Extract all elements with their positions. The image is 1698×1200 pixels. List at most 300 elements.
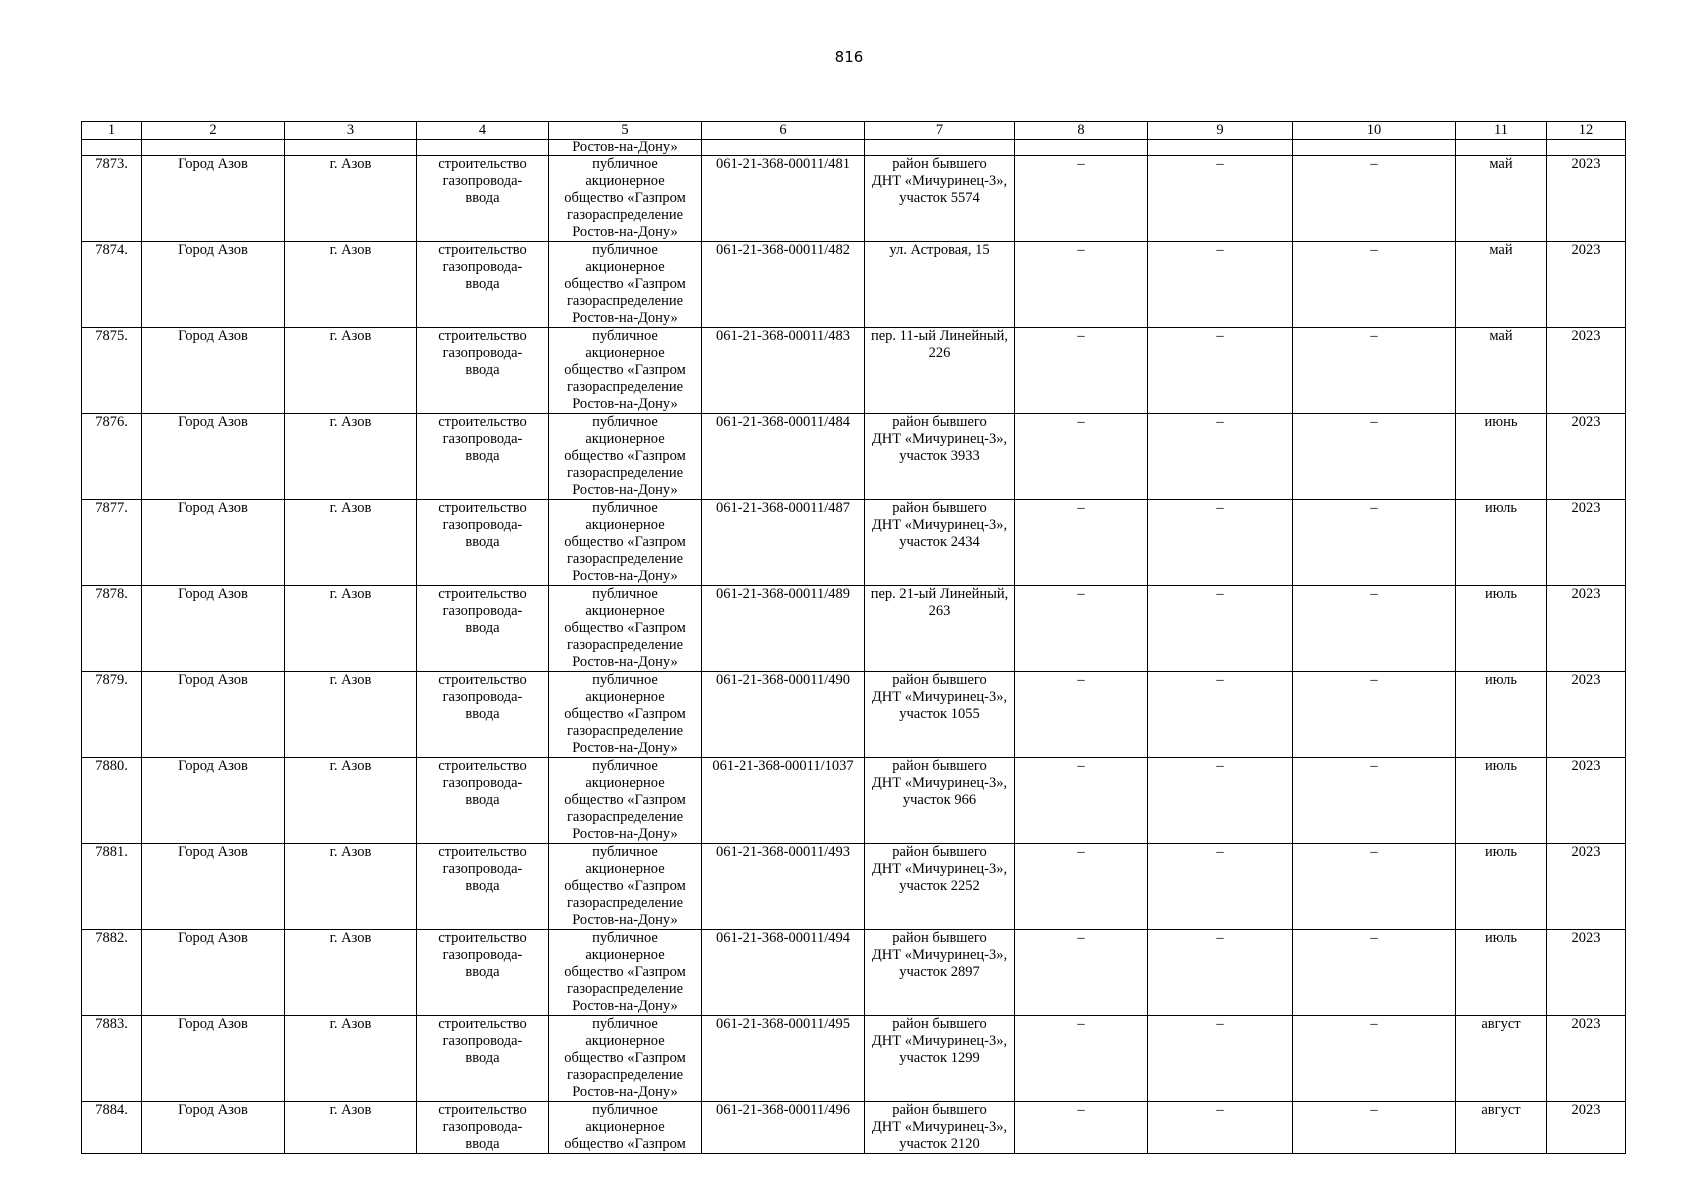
organization-cell-lines: [551, 1102, 699, 1153]
organization-cell-lines: [551, 328, 699, 413]
organization-cell: [549, 844, 702, 930]
column-number-row: [82, 122, 1626, 140]
column-9-cell: –: [1148, 500, 1293, 586]
object-code-cell: 061-21-368-00011/495: [702, 1016, 865, 1102]
organization-cell: [549, 414, 702, 500]
organization-line: газораспределение: [566, 207, 684, 223]
address-cell-lines: [867, 844, 1012, 895]
column-10-cell: –: [1293, 328, 1456, 414]
address-cell-lines: [867, 500, 1012, 551]
address-cell-lines: [867, 672, 1012, 723]
address-line: участок 2120: [899, 1136, 980, 1152]
municipality-cell: Город Азов: [142, 1016, 285, 1102]
year-cell: 2023: [1547, 500, 1626, 586]
column-10-cell: –: [1293, 844, 1456, 930]
address-cell-lines: [867, 1102, 1012, 1153]
organization-line: газораспределение: [566, 637, 684, 653]
work-type-line: ввода: [465, 620, 500, 636]
object-code-cell: 061-21-368-00011/483: [702, 328, 865, 414]
address-line: район бывшего: [892, 1102, 987, 1118]
organization-cell-lines: [551, 156, 699, 241]
year-cell: 2023: [1547, 844, 1626, 930]
address-line: 226: [928, 345, 951, 361]
row-number-cell: 7875.: [82, 328, 142, 414]
year-cell: 2023: [1547, 242, 1626, 328]
address-cell-lines: [867, 242, 1012, 259]
month-cell: июль: [1456, 758, 1547, 844]
work-type-line: газопровода-: [442, 173, 523, 189]
work-type-cell-lines: [419, 1102, 546, 1153]
organization-cell-lines: [551, 758, 699, 843]
organization-line: публичное: [592, 844, 658, 860]
month-cell: июль: [1456, 844, 1547, 930]
address-cell-lines: [867, 586, 1012, 620]
work-type-line: газопровода-: [442, 517, 523, 533]
work-type-line: газопровода-: [442, 775, 523, 791]
organization-line: Ростов-на-Дону»: [572, 740, 678, 756]
table-cell: [702, 140, 865, 156]
organization-cell: [549, 758, 702, 844]
organization-line: общество «Газпром: [564, 534, 686, 550]
organization-line: Ростов-на-Дону»: [572, 568, 678, 584]
organization-line: Ростов-на-Дону»: [572, 826, 678, 842]
year-cell: 2023: [1547, 414, 1626, 500]
organization-line: газораспределение: [566, 895, 684, 911]
address-line: ДНТ «Мичуринец-3»,: [871, 947, 1008, 963]
object-code-cell: 061-21-368-00011/1037: [702, 758, 865, 844]
organization-line: Ростов-на-Дону»: [572, 224, 678, 240]
month-cell: июль: [1456, 930, 1547, 1016]
work-type-line: газопровода-: [442, 947, 523, 963]
row-number-cell: 7876.: [82, 414, 142, 500]
continuation-row: [82, 140, 1626, 156]
column-9-cell: –: [1148, 930, 1293, 1016]
column-9-cell: –: [1148, 328, 1293, 414]
address-line: участок 5574: [899, 190, 980, 206]
organization-cell: [549, 930, 702, 1016]
organization-line: общество «Газпром: [564, 964, 686, 980]
locality-cell: г. Азов: [285, 242, 417, 328]
table-cell: [1456, 140, 1547, 156]
year-cell: 2023: [1547, 328, 1626, 414]
organization-line: общество «Газпром: [564, 190, 686, 206]
municipality-cell: Город Азов: [142, 414, 285, 500]
column-9-cell: –: [1148, 414, 1293, 500]
organization-line: акционерное: [585, 517, 665, 533]
work-type-line: ввода: [465, 448, 500, 464]
municipality-cell: Город Азов: [142, 758, 285, 844]
work-type-cell-lines: [419, 586, 546, 637]
address-line: пер. 21-ый Линейный,: [870, 586, 1009, 602]
work-type-line: ввода: [465, 362, 500, 378]
address-line: 263: [928, 603, 951, 619]
work-type-line: ввода: [465, 276, 500, 292]
address-line: ДНТ «Мичуринец-3»,: [871, 173, 1008, 189]
address-line: район бывшего: [892, 758, 987, 774]
column-8-cell: –: [1015, 758, 1148, 844]
address-line: участок 2252: [899, 878, 980, 894]
municipality-cell: Город Азов: [142, 328, 285, 414]
column-8-cell: –: [1015, 672, 1148, 758]
organization-cell: [549, 586, 702, 672]
year-cell: 2023: [1547, 1102, 1626, 1154]
table-body: [82, 122, 1626, 1154]
municipality-cell: Город Азов: [142, 930, 285, 1016]
row-number-cell: 7874.: [82, 242, 142, 328]
column-10-cell: –: [1293, 586, 1456, 672]
organization-line: акционерное: [585, 173, 665, 189]
organization-cell-lines: [551, 586, 699, 671]
work-type-cell-lines: [419, 844, 546, 895]
work-type-line: ввода: [465, 878, 500, 894]
organization-line: акционерное: [585, 1119, 665, 1135]
organization-line: публичное: [592, 586, 658, 602]
work-type-line: строительство: [438, 414, 527, 430]
table-cell: [417, 140, 549, 156]
year-cell: 2023: [1547, 156, 1626, 242]
year-cell: 2023: [1547, 930, 1626, 1016]
address-cell: [865, 586, 1015, 672]
column-9-cell: –: [1148, 1102, 1293, 1154]
table-row: [82, 1016, 1626, 1102]
municipality-cell: Город Азов: [142, 156, 285, 242]
organization-line: публичное: [592, 672, 658, 688]
organization-line: публичное: [592, 1102, 658, 1118]
locality-cell: г. Азов: [285, 1102, 417, 1154]
address-line: участок 2434: [899, 534, 980, 550]
address-cell: [865, 156, 1015, 242]
year-cell: 2023: [1547, 758, 1626, 844]
address-cell: [865, 500, 1015, 586]
column-number: 1: [82, 122, 142, 140]
row-number-cell: 7880.: [82, 758, 142, 844]
column-number: 3: [285, 122, 417, 140]
column-10-cell: –: [1293, 414, 1456, 500]
organization-line: публичное: [592, 414, 658, 430]
locality-cell: г. Азов: [285, 672, 417, 758]
registry-table: [81, 121, 1626, 1154]
object-code-cell: 061-21-368-00011/489: [702, 586, 865, 672]
address-line: район бывшего: [892, 500, 987, 516]
work-type-cell: [417, 414, 549, 500]
work-type-line: ввода: [465, 1050, 500, 1066]
organization-line: Ростов-на-Дону»: [572, 1084, 678, 1100]
address-line: ДНТ «Мичуринец-3»,: [871, 689, 1008, 705]
table-cell: [865, 140, 1015, 156]
work-type-line: строительство: [438, 586, 527, 602]
column-number: 10: [1293, 122, 1456, 140]
organization-cell-lines: [551, 242, 699, 327]
column-9-cell: –: [1148, 1016, 1293, 1102]
organization-line: акционерное: [585, 1033, 665, 1049]
column-number: 6: [702, 122, 865, 140]
address-line: район бывшего: [892, 844, 987, 860]
work-type-cell: [417, 758, 549, 844]
column-8-cell: –: [1015, 844, 1148, 930]
address-line: ул. Астровая, 15: [889, 242, 990, 258]
organization-line: публичное: [592, 500, 658, 516]
organization-line: акционерное: [585, 603, 665, 619]
organization-cell: [549, 1102, 702, 1154]
work-type-cell-lines: [419, 672, 546, 723]
column-number: 2: [142, 122, 285, 140]
work-type-line: строительство: [438, 758, 527, 774]
month-cell: июль: [1456, 500, 1547, 586]
row-number-cell: 7882.: [82, 930, 142, 1016]
row-number-cell: 7873.: [82, 156, 142, 242]
address-line: участок 966: [902, 792, 977, 808]
address-line: участок 2897: [899, 964, 980, 980]
work-type-line: строительство: [438, 500, 527, 516]
organization-line: акционерное: [585, 775, 665, 791]
column-8-cell: –: [1015, 414, 1148, 500]
column-10-cell: –: [1293, 1102, 1456, 1154]
address-cell: [865, 242, 1015, 328]
column-9-cell: –: [1148, 156, 1293, 242]
row-number-cell: 7877.: [82, 500, 142, 586]
organization-cell-lines: [551, 844, 699, 929]
column-10-cell: –: [1293, 156, 1456, 242]
organization-line: публичное: [592, 1016, 658, 1032]
organization-line: общество «Газпром: [564, 1136, 686, 1152]
address-cell: [865, 328, 1015, 414]
organization-cell-lines: [551, 414, 699, 499]
organization-line: газораспределение: [566, 293, 684, 309]
work-type-line: строительство: [438, 844, 527, 860]
column-9-cell: –: [1148, 672, 1293, 758]
table-cell: [285, 140, 417, 156]
address-cell-lines: [867, 414, 1012, 465]
column-number: 7: [865, 122, 1015, 140]
address-cell: [865, 1016, 1015, 1102]
work-type-cell: [417, 156, 549, 242]
organization-line: акционерное: [585, 947, 665, 963]
table-cell: [1015, 140, 1148, 156]
organization-line: Ростов-на-Дону»: [572, 912, 678, 928]
table-row: [82, 672, 1626, 758]
organization-line: газораспределение: [566, 551, 684, 567]
work-type-line: строительство: [438, 1016, 527, 1032]
organization-cell: [549, 328, 702, 414]
object-code-cell: 061-21-368-00011/482: [702, 242, 865, 328]
locality-cell: г. Азов: [285, 500, 417, 586]
address-cell: [865, 844, 1015, 930]
organization-line: общество «Газпром: [564, 362, 686, 378]
work-type-cell-lines: [419, 328, 546, 379]
locality-cell: г. Азов: [285, 758, 417, 844]
address-line: район бывшего: [892, 930, 987, 946]
row-number-cell: 7878.: [82, 586, 142, 672]
address-line: ДНТ «Мичуринец-3»,: [871, 431, 1008, 447]
column-number: 11: [1456, 122, 1547, 140]
row-number-cell: 7881.: [82, 844, 142, 930]
year-cell: 2023: [1547, 672, 1626, 758]
address-line: пер. 11-ый Линейный,: [870, 328, 1009, 344]
work-type-line: строительство: [438, 242, 527, 258]
work-type-cell-lines: [419, 500, 546, 551]
address-line: участок 3933: [899, 448, 980, 464]
month-cell: август: [1456, 1102, 1547, 1154]
organization-line: общество «Газпром: [564, 1050, 686, 1066]
address-cell: [865, 758, 1015, 844]
column-number: 5: [549, 122, 702, 140]
organization-cell-lines: [551, 672, 699, 757]
continuation-text: Ростов-на-Дону»: [549, 140, 702, 156]
locality-cell: г. Азов: [285, 156, 417, 242]
table-row: [82, 414, 1626, 500]
organization-line: публичное: [592, 758, 658, 774]
work-type-cell-lines: [419, 758, 546, 809]
municipality-cell: Город Азов: [142, 672, 285, 758]
locality-cell: г. Азов: [285, 844, 417, 930]
address-line: ДНТ «Мичуринец-3»,: [871, 775, 1008, 791]
object-code-cell: 061-21-368-00011/494: [702, 930, 865, 1016]
month-cell: май: [1456, 156, 1547, 242]
object-code-cell: 061-21-368-00011/496: [702, 1102, 865, 1154]
organization-line: Ростов-на-Дону»: [572, 310, 678, 326]
work-type-cell-lines: [419, 414, 546, 465]
work-type-line: газопровода-: [442, 1119, 523, 1135]
organization-line: Ростов-на-Дону»: [572, 998, 678, 1014]
locality-cell: г. Азов: [285, 586, 417, 672]
table-cell: [1148, 140, 1293, 156]
organization-cell-lines: [551, 1016, 699, 1101]
object-code-cell: 061-21-368-00011/487: [702, 500, 865, 586]
organization-line: акционерное: [585, 345, 665, 361]
work-type-cell: [417, 844, 549, 930]
column-8-cell: –: [1015, 586, 1148, 672]
row-number-cell: 7884.: [82, 1102, 142, 1154]
address-line: ДНТ «Мичуринец-3»,: [871, 517, 1008, 533]
organization-line: публичное: [592, 242, 658, 258]
column-9-cell: –: [1148, 844, 1293, 930]
column-8-cell: –: [1015, 1016, 1148, 1102]
column-10-cell: –: [1293, 672, 1456, 758]
column-9-cell: –: [1148, 758, 1293, 844]
organization-line: газораспределение: [566, 723, 684, 739]
work-type-cell: [417, 930, 549, 1016]
locality-cell: г. Азов: [285, 1016, 417, 1102]
work-type-line: газопровода-: [442, 1033, 523, 1049]
organization-line: Ростов-на-Дону»: [572, 396, 678, 412]
work-type-cell-lines: [419, 156, 546, 207]
work-type-line: газопровода-: [442, 259, 523, 275]
work-type-cell-lines: [419, 1016, 546, 1067]
year-cell: 2023: [1547, 586, 1626, 672]
table-row: [82, 586, 1626, 672]
column-8-cell: –: [1015, 500, 1148, 586]
address-line: район бывшего: [892, 1016, 987, 1032]
organization-line: публичное: [592, 156, 658, 172]
table-row: [82, 500, 1626, 586]
column-8-cell: –: [1015, 328, 1148, 414]
table-row: [82, 328, 1626, 414]
column-9-cell: –: [1148, 242, 1293, 328]
municipality-cell: Город Азов: [142, 844, 285, 930]
work-type-cell: [417, 500, 549, 586]
work-type-cell: [417, 1016, 549, 1102]
locality-cell: г. Азов: [285, 328, 417, 414]
work-type-line: ввода: [465, 706, 500, 722]
work-type-line: ввода: [465, 534, 500, 550]
table-cell: [1547, 140, 1626, 156]
address-cell: [865, 672, 1015, 758]
municipality-cell: Город Азов: [142, 586, 285, 672]
address-cell-lines: [867, 1016, 1012, 1067]
address-line: район бывшего: [892, 156, 987, 172]
work-type-line: ввода: [465, 964, 500, 980]
organization-cell: [549, 672, 702, 758]
locality-cell: г. Азов: [285, 930, 417, 1016]
organization-cell: [549, 1016, 702, 1102]
address-cell-lines: [867, 328, 1012, 362]
organization-line: Ростов-на-Дону»: [572, 482, 678, 498]
organization-line: Ростов-на-Дону»: [572, 654, 678, 670]
table-row: [82, 1102, 1626, 1154]
organization-cell-lines: [551, 930, 699, 1015]
municipality-cell: Город Азов: [142, 500, 285, 586]
work-type-line: ввода: [465, 1136, 500, 1152]
month-cell: июнь: [1456, 414, 1547, 500]
page-number: 816: [834, 48, 864, 66]
month-cell: июль: [1456, 586, 1547, 672]
work-type-line: строительство: [438, 328, 527, 344]
organization-line: акционерное: [585, 689, 665, 705]
work-type-line: строительство: [438, 930, 527, 946]
organization-line: газораспределение: [566, 465, 684, 481]
object-code-cell: 061-21-368-00011/481: [702, 156, 865, 242]
organization-line: общество «Газпром: [564, 878, 686, 894]
address-line: ДНТ «Мичуринец-3»,: [871, 1033, 1008, 1049]
month-cell: май: [1456, 328, 1547, 414]
locality-cell: г. Азов: [285, 414, 417, 500]
table-cell: [142, 140, 285, 156]
organization-line: публичное: [592, 328, 658, 344]
address-cell: [865, 930, 1015, 1016]
object-code-cell: 061-21-368-00011/484: [702, 414, 865, 500]
organization-line: акционерное: [585, 431, 665, 447]
column-10-cell: –: [1293, 758, 1456, 844]
table-row: [82, 156, 1626, 242]
column-9-cell: –: [1148, 586, 1293, 672]
column-10-cell: –: [1293, 930, 1456, 1016]
table-cell: [1293, 140, 1456, 156]
work-type-line: ввода: [465, 190, 500, 206]
work-type-line: строительство: [438, 1102, 527, 1118]
work-type-cell-lines: [419, 242, 546, 293]
column-10-cell: –: [1293, 500, 1456, 586]
work-type-cell: [417, 586, 549, 672]
organization-cell: [549, 156, 702, 242]
address-cell-lines: [867, 930, 1012, 981]
organization-cell: [549, 500, 702, 586]
row-number-cell: 7883.: [82, 1016, 142, 1102]
work-type-cell: [417, 1102, 549, 1154]
organization-line: общество «Газпром: [564, 792, 686, 808]
address-line: участок 1299: [899, 1050, 980, 1066]
table-cell: [82, 140, 142, 156]
table-row: [82, 844, 1626, 930]
address-cell: [865, 414, 1015, 500]
address-line: ДНТ «Мичуринец-3»,: [871, 1119, 1008, 1135]
organization-line: акционерное: [585, 259, 665, 275]
organization-line: общество «Газпром: [564, 448, 686, 464]
month-cell: август: [1456, 1016, 1547, 1102]
organization-line: публичное: [592, 930, 658, 946]
address-cell: [865, 1102, 1015, 1154]
work-type-line: газопровода-: [442, 431, 523, 447]
object-code-cell: 061-21-368-00011/490: [702, 672, 865, 758]
